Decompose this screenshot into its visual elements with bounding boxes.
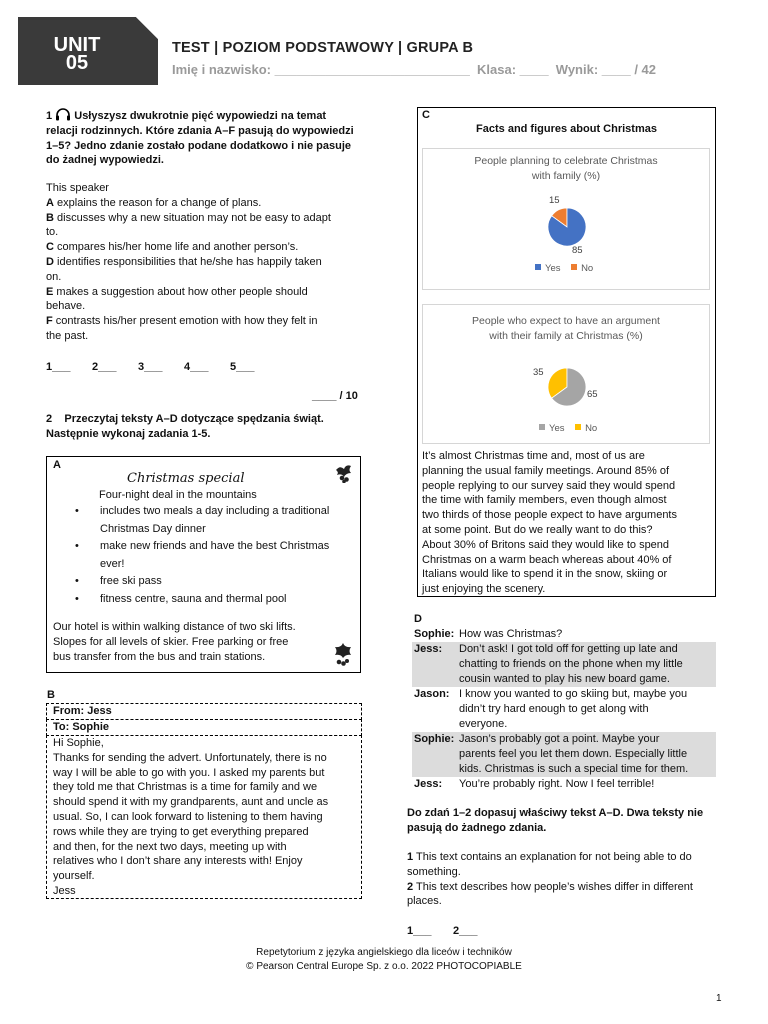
task-item: 1 This text contains an explanation for not being able to do something.	[407, 851, 692, 878]
ex1-option-c: C compares his/her home life and another person’s.	[46, 241, 299, 254]
data-label-no: 15	[549, 195, 560, 206]
ex1-option-a: A explains the reason for a change of plans.	[46, 196, 262, 209]
ex1-lead: This speaker	[46, 182, 109, 194]
text-a-bullet: • fitness centre, sauna and thermal pool	[75, 592, 287, 605]
chart-legend	[539, 423, 597, 434]
ex1-answer-blank-5[interactable]: 5___	[230, 361, 255, 373]
ex1-answer-blank-3[interactable]: 3___	[138, 361, 163, 373]
ex1-option-d: D identifies responsibilities that he/she has happily taken on.	[46, 255, 322, 283]
text-d-letter: D	[414, 613, 422, 625]
task-answer-blank-1[interactable]: 1___	[407, 925, 432, 937]
chart-title: People who expect to have an argument with their family at Christmas (%)	[472, 315, 660, 342]
dialogue-line: Sophie: How was Christmas?	[414, 628, 563, 640]
ex1-answer-blank-1[interactable]: 1___	[46, 361, 71, 373]
data-label-yes: 85	[572, 245, 583, 256]
pie-plot	[547, 207, 587, 247]
text-a-bullet: • includes two meals a day including a traditional Christmas Day dinner	[75, 505, 330, 535]
text-a-title: Christmas special	[127, 471, 245, 486]
ex1-option-b: B discusses why a new situation may not be easy to adapt to.	[46, 211, 331, 239]
ex2-instruction: 2 Przeczytaj teksty A–D dotyczące spędzania świąt. Następnie wykonaj zadania 1-5.	[46, 413, 324, 440]
pie-plot	[547, 367, 587, 407]
data-label-no: 35	[533, 367, 544, 378]
pie-chart-family	[422, 148, 710, 290]
chart-title: People planning to celebrate Christmas with family (%)	[474, 155, 658, 182]
text-b-email-body: Hi Sophie, Thanks for sending the advert. Unfortunately, there is no way I will be able to go with you. I asked my parents but they told me that Christmas is a time for family and we should spend it with my grandparents, aunt and uncle as usual. So, I can look forward to listening to them having rows while they are trying to get everything prepared and then, for the next two days, meeting up with relatives who I don’t share any interests with! Enjoy yourself. Jess	[46, 735, 362, 899]
legend-item-yes: Yes	[539, 423, 565, 434]
legend-item-no: No	[575, 423, 597, 434]
footer-line: Repetytorium z języka angielskiego dla liceów i techników	[256, 947, 512, 958]
text-a-bullet-list	[75, 503, 355, 608]
task-item: 2 This text describes how people’s wishes differ in different places.	[407, 880, 693, 908]
text-c-letter: C	[422, 109, 430, 121]
email-to: To: Sophie	[46, 719, 362, 736]
text-a-intro: Four-night deal in the mountains	[99, 489, 257, 501]
text-a-advert	[46, 456, 361, 673]
unit-label: UNIT 05	[53, 34, 101, 74]
chart-legend	[535, 263, 593, 274]
data-label-yes: 65	[587, 389, 598, 400]
dialogue-line: Jess: You’re probably right. Now I feel terrible!	[414, 778, 655, 790]
ex1-option-e: E makes a suggestion about how other people should behave.	[46, 285, 308, 313]
footer-line: © Pearson Central Europe Sp. z o.o. 2022 PHOTOCOPIABLE	[246, 961, 522, 972]
ex1-instruction: 1 Usłyszysz dwukrotnie pięć wypowiedzi na temat relacji rodzinnych. Które zdania A–F pasują do wypowiedzi 1–5? Jedno zdanie zostało podane dodatkowo i nie pasuje do żadnej wypowiedzi.	[46, 110, 354, 167]
holly-icon	[331, 641, 355, 667]
footer	[0, 946, 768, 974]
legend-item-yes: Yes	[535, 263, 561, 274]
headphones-icon	[55, 108, 71, 121]
ex1-options	[46, 181, 366, 344]
task-instruction: Do zdań 1–2 dopasuj właściwy tekst A–D. Dwa teksty nie pasują do żadnego zdania.	[407, 807, 704, 834]
text-a-body: Our hotel is within walking distance of two ski lifts. Slopes for all levels of skier. Free parking or free bus transfer from the bus and train stations.	[53, 621, 296, 663]
legend-item-no: No	[571, 263, 593, 274]
dialogue-line: Jason: I know you wanted to go skiing but, maybe you didn’t try hard enough to get along with everyone.	[414, 688, 688, 730]
email-from: From: Jess	[46, 703, 362, 720]
text-a-letter: A	[53, 459, 61, 471]
holly-icon	[333, 461, 355, 483]
text-c-body: It’s almost Christmas time and, most of us are planning the usual family meetings. Around 85% of people replying to our survey said they would spend the time with family members, even though almost two thirds of those people expect to have arguments at some point. But do we really want to do this? About 30% of Britons said they would like to spend Christmas on a warm beach whereas about 40% of Italians would like to spend it in the snow, skiing or just enjoying the scenery.	[422, 450, 677, 596]
task-answer-blank-2[interactable]: 2___	[453, 925, 478, 937]
page-number: 1	[716, 993, 722, 1004]
ex1-score: ____ / 10	[312, 390, 358, 402]
text-c-article	[417, 107, 716, 597]
text-b-letter: B	[47, 689, 55, 701]
ex1-option-f: F contrasts his/her present emotion with how they felt in the past.	[46, 315, 318, 342]
pie-chart-argument	[422, 304, 710, 444]
student-info-line: Imię i nazwisko: ___________________________ Klasa: ____ Wynik: ____ / 42	[172, 62, 656, 77]
ex1-answer-blank-4[interactable]: 4___	[184, 361, 209, 373]
ex1-number: 1	[46, 110, 53, 122]
task-items	[407, 850, 727, 909]
text-a-bullet: • make new friends and have the best Christmas ever!	[75, 540, 330, 570]
ex1-answer-blank-2[interactable]: 2___	[92, 361, 117, 373]
page-title: TEST | POZIOM PODSTAWOWY | GRUPA B	[172, 40, 474, 56]
text-a-bullet: • free ski pass	[75, 575, 162, 587]
dialogue-line: Sophie: Jason’s probably got a point. Maybe your parents feel you let them down. Especially little kids. Christmas is such a special time for them.	[412, 732, 716, 777]
dialogue-line: Jess: Don’t ask! I got told off for getting up late and chatting to friends on the phone when my little cousin wanted to play his new board game.	[412, 642, 716, 687]
text-c-heading: Facts and figures about Christmas	[476, 123, 657, 135]
